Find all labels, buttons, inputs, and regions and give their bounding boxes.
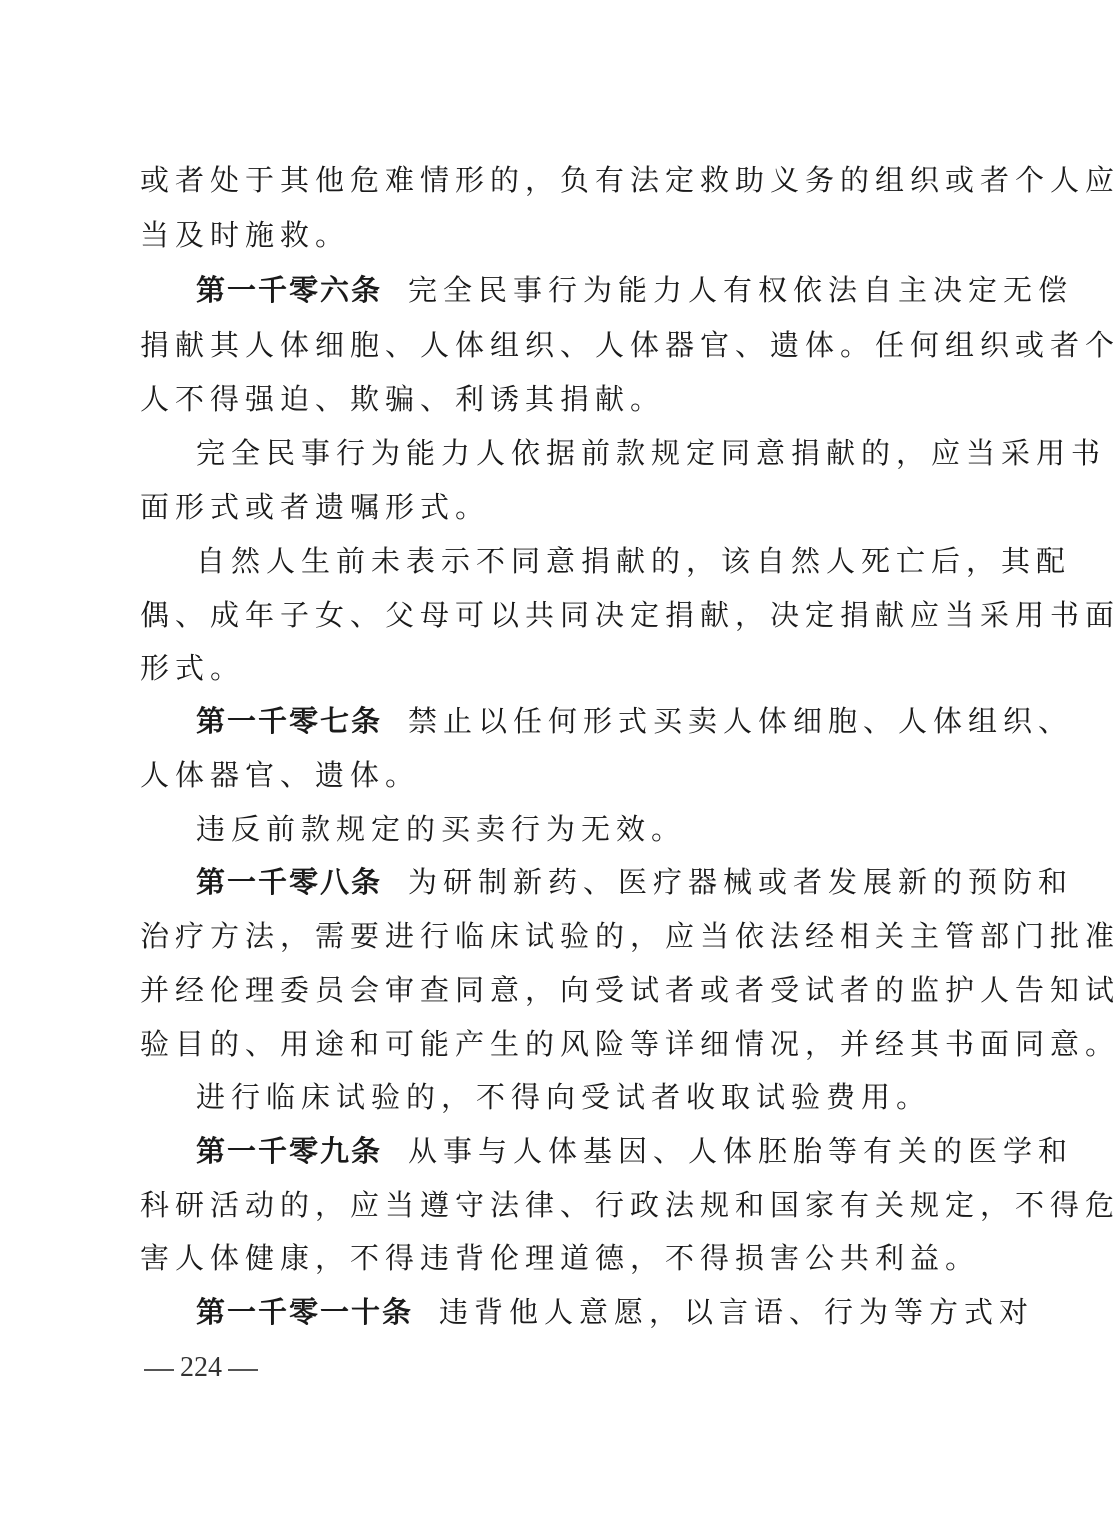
article-1010-line xyxy=(196,1292,1035,1332)
page-number-value: 224 xyxy=(180,1352,222,1383)
text-line: 并经伦理委员会审查同意，向受试者或者受试者的监护人告知试 xyxy=(140,973,1120,1007)
article-1007-line xyxy=(196,701,1074,741)
article-heading: 第一千零一十条 xyxy=(196,1295,414,1329)
article-text: 违背他人意愿，以言语、行为等方式对 xyxy=(439,1295,1035,1329)
text-line: 害人体健康，不得违背伦理道德，不得损害公共利益。 xyxy=(140,1241,981,1275)
text-line: 偶、成年子女、父母可以共同决定捐献，决定捐献应当采用书面 xyxy=(140,598,1120,632)
article-1008-line xyxy=(196,862,1074,902)
text-line: 完全民事行为能力人依据前款规定同意捐献的，应当采用书 xyxy=(196,436,1107,470)
article-text: 为研制新药、医疗器械或者发展新的预防和 xyxy=(408,865,1074,899)
article-text: 禁止以任何形式买卖人体细胞、人体组织、 xyxy=(408,704,1074,738)
text-line: 捐献其人体细胞、人体组织、人体器官、遗体。任何组织或者个 xyxy=(140,328,1120,362)
text-line: 面形式或者遗嘱形式。 xyxy=(140,490,491,524)
dash-right xyxy=(228,1369,258,1371)
article-text: 从事与人体基因、人体胚胎等有关的医学和 xyxy=(408,1134,1074,1168)
article-heading: 第一千零七条 xyxy=(196,704,383,738)
text-line: 违反前款规定的买卖行为无效。 xyxy=(196,812,687,846)
text-line: 自然人生前未表示不同意捐献的，该自然人死亡后，其配 xyxy=(196,544,1072,578)
text-line: 人不得强迫、欺骗、利诱其捐献。 xyxy=(140,382,666,416)
article-heading: 第一千零六条 xyxy=(196,273,383,307)
text-line: 形式。 xyxy=(140,651,246,685)
article-text: 完全民事行为能力人有权依法自主决定无偿 xyxy=(408,273,1074,307)
text-line: 人体器官、遗体。 xyxy=(140,758,421,792)
dash-left xyxy=(144,1369,174,1371)
article-1009-line xyxy=(196,1131,1074,1171)
text-line: 科研活动的，应当遵守法律、行政法规和国家有关规定，不得危 xyxy=(140,1188,1120,1222)
text-line: 治疗方法，需要进行临床试验的，应当依法经相关主管部门批准 xyxy=(140,919,1120,953)
text-line: 或者处于其他危难情形的，负有法定救助义务的组织或者个人应 xyxy=(140,163,1120,197)
text-line: 当及时施救。 xyxy=(140,218,351,252)
article-heading: 第一千零九条 xyxy=(196,1134,383,1168)
text-line: 进行临床试验的，不得向受试者收取试验费用。 xyxy=(196,1080,932,1114)
article-heading: 第一千零八条 xyxy=(196,865,383,899)
text-line: 验目的、用途和可能产生的风险等详细情况，并经其书面同意。 xyxy=(140,1027,1120,1061)
page-number xyxy=(138,1348,268,1388)
article-1006-line xyxy=(196,270,1074,310)
